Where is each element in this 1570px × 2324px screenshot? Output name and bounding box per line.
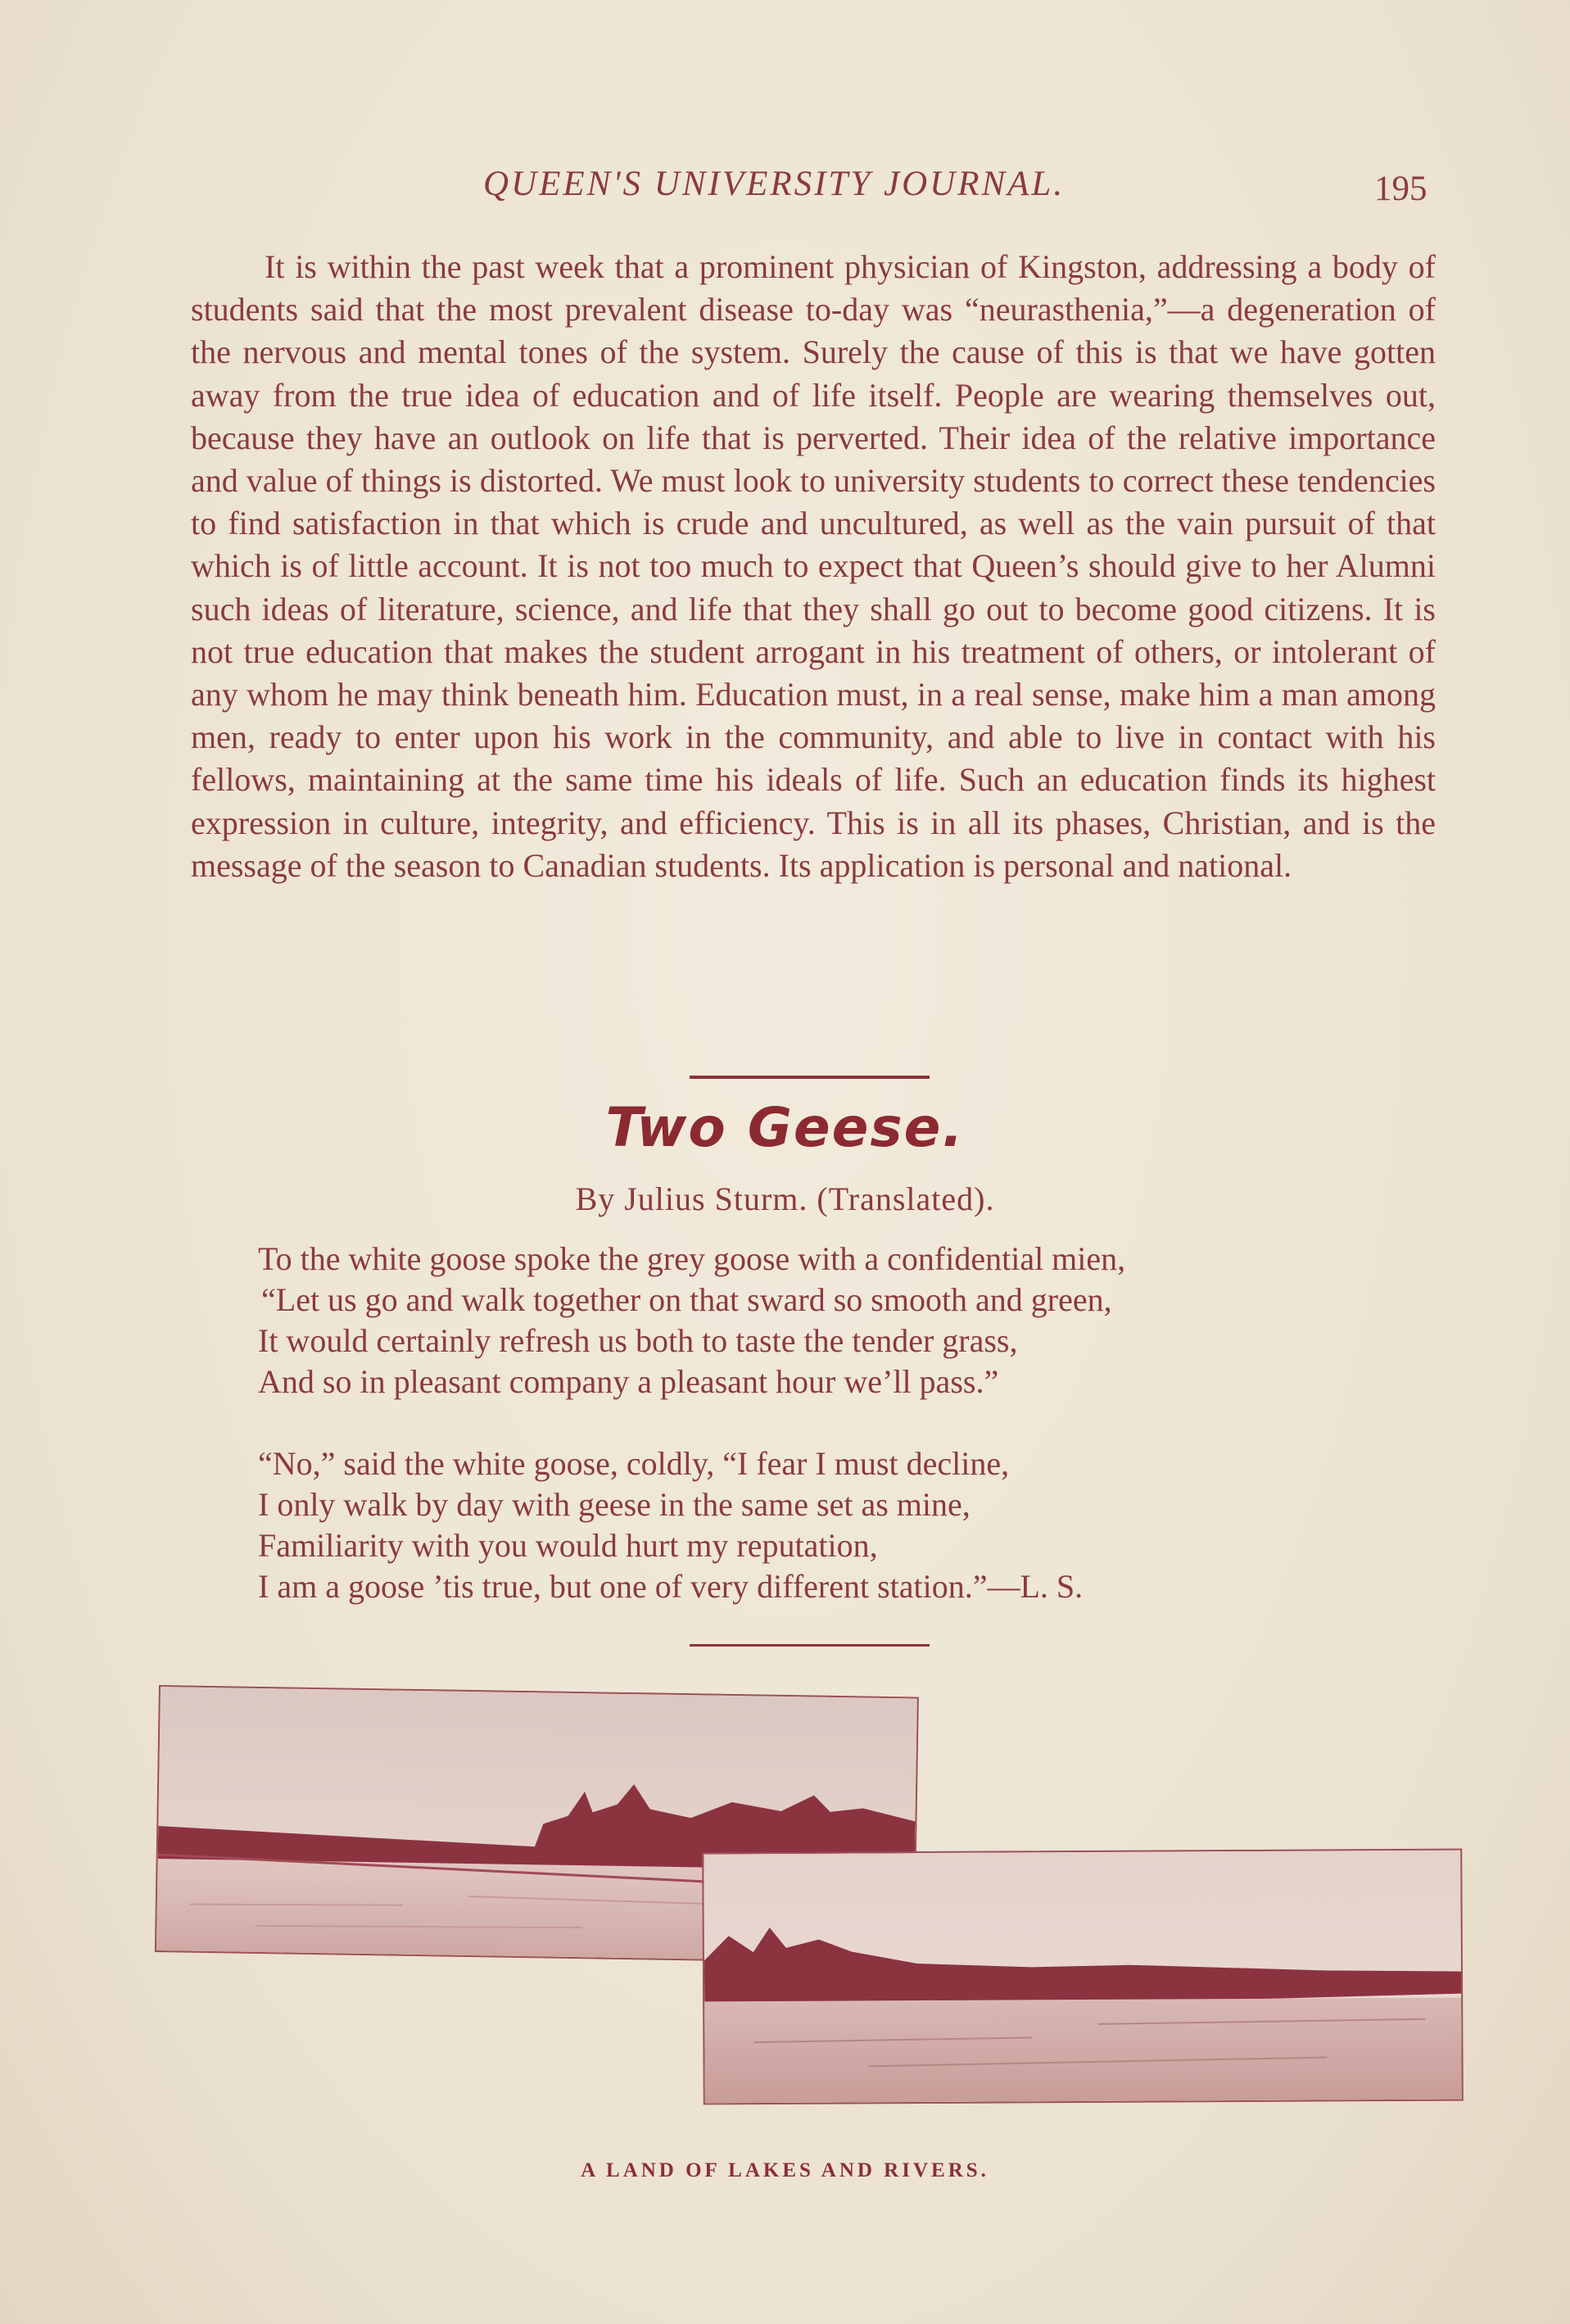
page-number: 195 — [1374, 170, 1427, 208]
essay-paragraph: It is within the past week that a prominent physician of Kingston, addressing a body of students said that the most prevalent disease to-day was “neurasthenia,”—a degeneration of the nervous and mental tones of the system. Surely the cause of this is that we have gotten away from the true idea of education and of life itself. People are wearing themselves out, because they have an outlook on life that is perverted. Their idea of the relative importance and value of things is distorted. We must look to university students to correct these tendencies to find satisfaction in that which is crude and uncultured, as well as the vain pursuit of that which is of little account. It is not too much to expect that Queen’s should give to her Alumni such ideas of literature, science, and life that they shall go out to become good citizens. It is not true education that makes the student arrogant in his treatment of others, or intolerant of any whom he may think beneath him. Education must, in a real sense, make him a man among men, ready to enter upon his work in the community, and able to live in contact with his fellows, maintaining at the same time his ideals of life. Such an education finds its highest expression in culture, integrity, and efficiency. This is in all its phases, Christian, and is the message of the season to Canadian students. Its application is personal and national. — [191, 248, 1436, 884]
essay-body — [191, 246, 1436, 887]
section-divider — [690, 1076, 930, 1079]
poem-byline: By Julius Sturm. (Translated). — [575, 1180, 995, 1217]
poem-line: I am a goose ’tis true, but one of very different station.”—L. S. — [258, 1568, 1084, 1605]
poem-line: “No,” said the white goose, coldly, “I fear I must decline, — [258, 1445, 1010, 1482]
page-header — [0, 164, 1570, 213]
poem-line: It would certainly refresh us both to taste the tender grass, — [258, 1322, 1018, 1359]
poem-line: Familiarity with you would hurt my reputation, — [258, 1527, 878, 1564]
section-divider — [690, 1644, 930, 1647]
illustration-caption: A LAND OF LAKES AND RIVERS. — [581, 2159, 989, 2181]
poem-stanza-2 — [258, 1443, 1446, 1607]
poem-line: And so in pleasant company a pleasant hour we’ll pass.” — [258, 1363, 999, 1400]
lake-photo-right — [702, 1849, 1464, 2105]
poem-line: I only walk by day with geese in the same set as mine, — [258, 1486, 971, 1523]
poem-line: To the white goose spoke the grey goose with a confidential mien, — [258, 1240, 1126, 1277]
poem-title: Two Geese. — [605, 1096, 965, 1159]
journal-title: QUEEN'S UNIVERSITY JOURNAL. — [483, 165, 1066, 203]
lake-photo-right-image — [704, 1851, 1462, 2104]
poem-stanza-1 — [258, 1239, 1446, 1402]
poem-line: “Let us go and walk together on that sward so smooth and green, — [261, 1281, 1112, 1318]
